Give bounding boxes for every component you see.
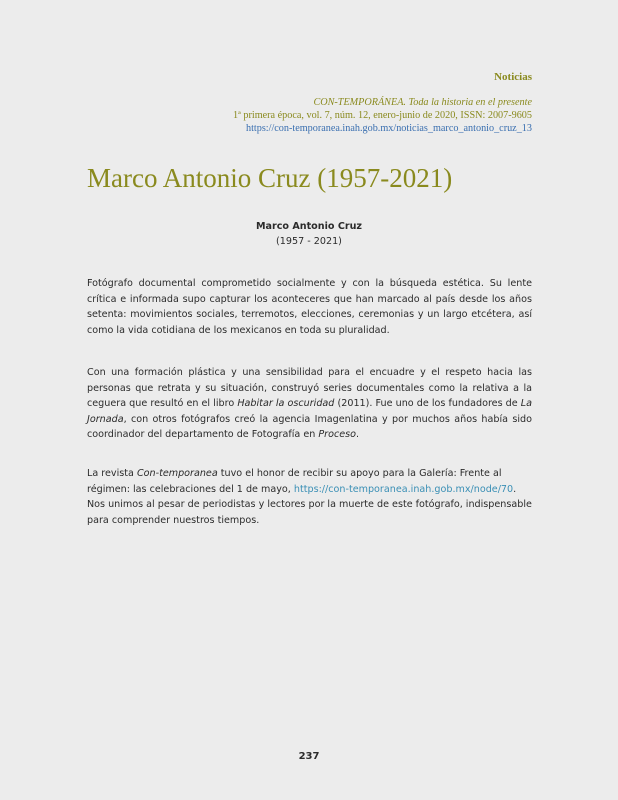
paragraph-3-text-2: tuvo el honor de recibir su apoyo para la Galería: Frente al régimen: las celebraciones del 1 de mayo,	[87, 468, 502, 495]
journal-title: CON-TEMPORÁNEA. Toda la historia en el presente	[313, 97, 532, 108]
paragraph-3-text-1: La revista	[87, 468, 137, 479]
journal-header	[233, 96, 532, 135]
journal-name: Con-temporanea	[136, 468, 218, 479]
paragraph-2-text-1: Con una formación plástica y una sensibilidad para el encuadre y el respeto hacia las personas que retrata y su situación, construyó series documentales como la relativa a la ceguera que resultó en el libro	[87, 367, 532, 410]
paragraph-2-text-4: .	[356, 429, 360, 441]
magazine-name: Proceso	[318, 429, 357, 441]
paragraph-2-text-3: , con otros fotógrafos creó la agencia Imagenlatina y por muchos años había sido coordinador del departamento de Fotografía en	[87, 413, 532, 441]
paragraph-1: Fotógrafo documental comprometido socialmente y con la búsqueda estética. Su lente crítica e informada supo capturar los aconteceres que han marcado al país desde los años setenta: movimientos sociales, terremotos, elecciones, ceremonias y un largo etcétera, así como la vida cotidiana de los mexicanos en toda su pluralidad.	[87, 278, 532, 336]
paragraph-2-text-2: (2011). Fue uno de los fundadores de	[334, 398, 521, 410]
book-title: Habitar la oscuridad	[237, 398, 335, 410]
paragraph-2	[87, 365, 532, 443]
page-number: 237	[298, 751, 320, 762]
article-title: Marco Antonio Cruz (1957-2021)	[87, 163, 453, 193]
article-url-link[interactable]: https://con-temporanea.inah.gob.mx/noticias_marco_antonio_cruz_13	[245, 123, 532, 134]
issue-line: 1ª primera época, vol. 7, núm. 12, enero-junio de 2020, ISSN: 2007-9605	[232, 110, 532, 121]
subject-dates: (1957 - 2021)	[276, 236, 342, 247]
newspaper-name: La Jornada	[87, 398, 533, 425]
paragraph-3	[87, 466, 532, 528]
gallery-link[interactable]: https://con-temporanea.inah.gob.mx/node/70	[293, 483, 514, 495]
subject-name: Marco Antonio Cruz	[255, 221, 363, 232]
section-label: Noticias	[494, 71, 532, 83]
paragraph-3-text-3: . Nos unimos al pesar de periodistas y lectores por la muerte de este fotógrafo, indispensable para comprender nuestros tiempos.	[87, 483, 532, 526]
